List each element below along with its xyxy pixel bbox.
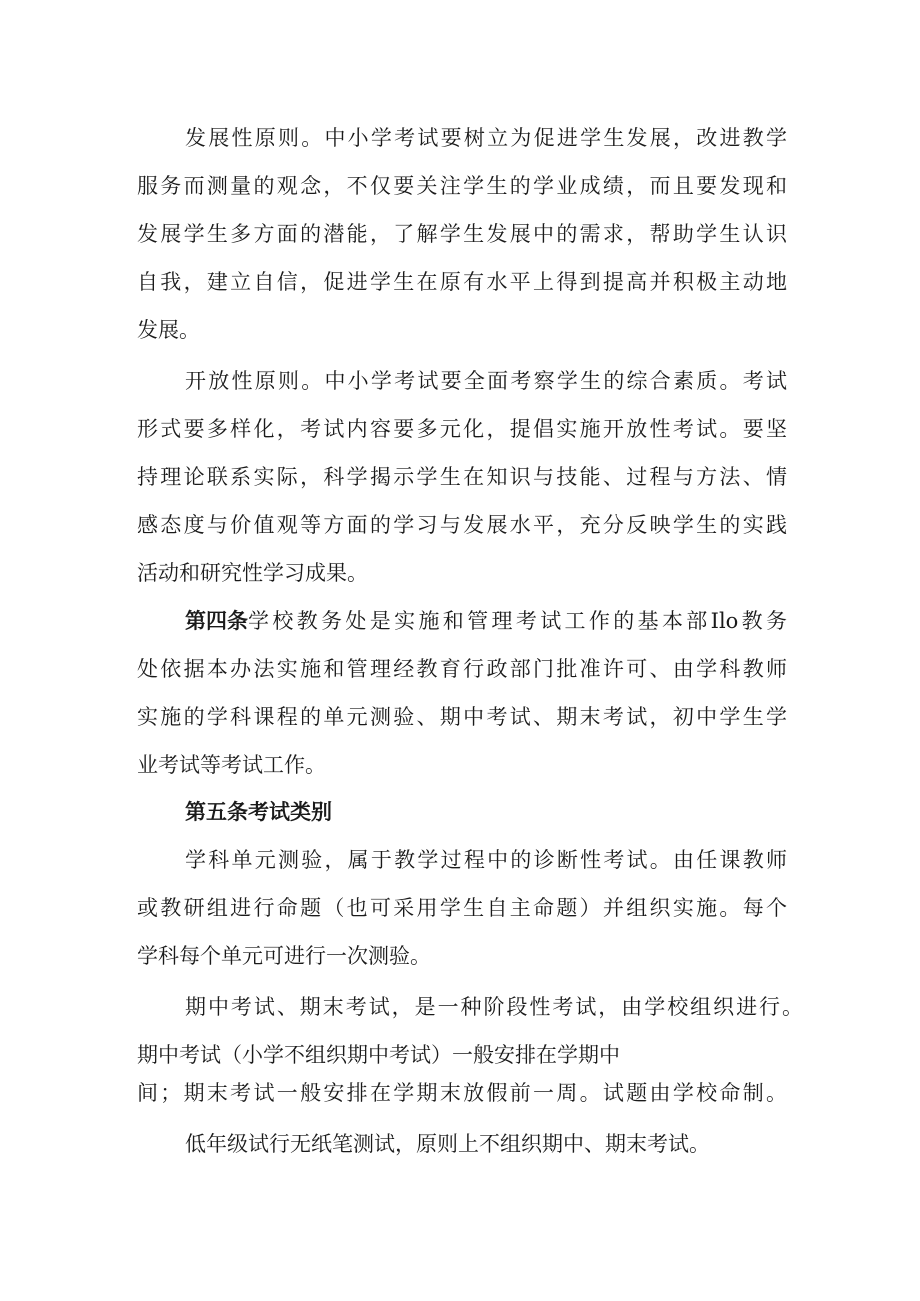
- article-4-heading: 第四条: [185, 609, 248, 633]
- article-4-first-line: [185, 601, 787, 641]
- paragraph-line: 持理论联系实际，科学揭示学生在知识与技能、过程与方法、情: [137, 465, 787, 489]
- article-5-heading: 第五条考试类别: [185, 800, 332, 824]
- paragraph-line: 学科单元测验，属于教学过程中的诊断性考试。由任课教师: [185, 848, 787, 872]
- paragraph-line: 开放性原则。中小学考试要全面考察学生的综合素质。考试: [185, 369, 787, 393]
- paragraph-line: 间；期末考试一般安排在学期末放假前一周。试题由学校命制。: [137, 1081, 787, 1105]
- paragraph-line: 或教研组进行命题（也可采用学生自主命题）并组织实施。每个: [137, 896, 787, 920]
- paragraph-line: 感态度与价值观等方面的学习与发展水平，充分反映学生的实践: [137, 513, 787, 537]
- paragraph-text: 学校教务处是实施和管理考试工作的基本部Ilo教务: [248, 609, 787, 633]
- paragraph-line: 发展性原则。中小学考试要树立为促进学生发展，改进教学: [185, 126, 787, 150]
- paragraph-line: 期中考试、期末考试，是一种阶段性考试，由学校组织进行。: [185, 995, 803, 1019]
- paragraph-line: 处依据本办法实施和管理经教育行政部门批准许可、由学科教师: [137, 657, 787, 681]
- paragraph-line: 学科每个单元可进行一次测验。: [137, 944, 431, 968]
- paragraph-line: 期中考试（小学不组织期中考试）一般安排在学期中: [137, 1043, 620, 1067]
- paragraph-line: 实施的学科课程的单元测验、期中考试、期末考试，初中学生学: [137, 705, 787, 729]
- paragraph-line: 服务而测量的观念，不仅要关注学生的学业成绩，而且要发现和: [137, 174, 787, 198]
- paragraph-line: 发展。: [137, 318, 200, 342]
- paragraph-line: 自我，建立自信，促进学生在原有水平上得到提高并积极主动地: [137, 270, 787, 294]
- paragraph-line: 形式要多样化，考试内容要多元化，提倡实施开放性考试。要坚: [137, 417, 787, 441]
- paragraph-line: 发展学生多方面的潜能，了解学生发展中的需求，帮助学生认识: [137, 222, 787, 246]
- paragraph-line: 业考试等考试工作。: [137, 753, 326, 777]
- paragraph-line: 活动和研究性学习成果。: [137, 561, 368, 585]
- paragraph-line: 低年级试行无纸笔测试，原则上不组织期中、期末考试。: [185, 1132, 710, 1156]
